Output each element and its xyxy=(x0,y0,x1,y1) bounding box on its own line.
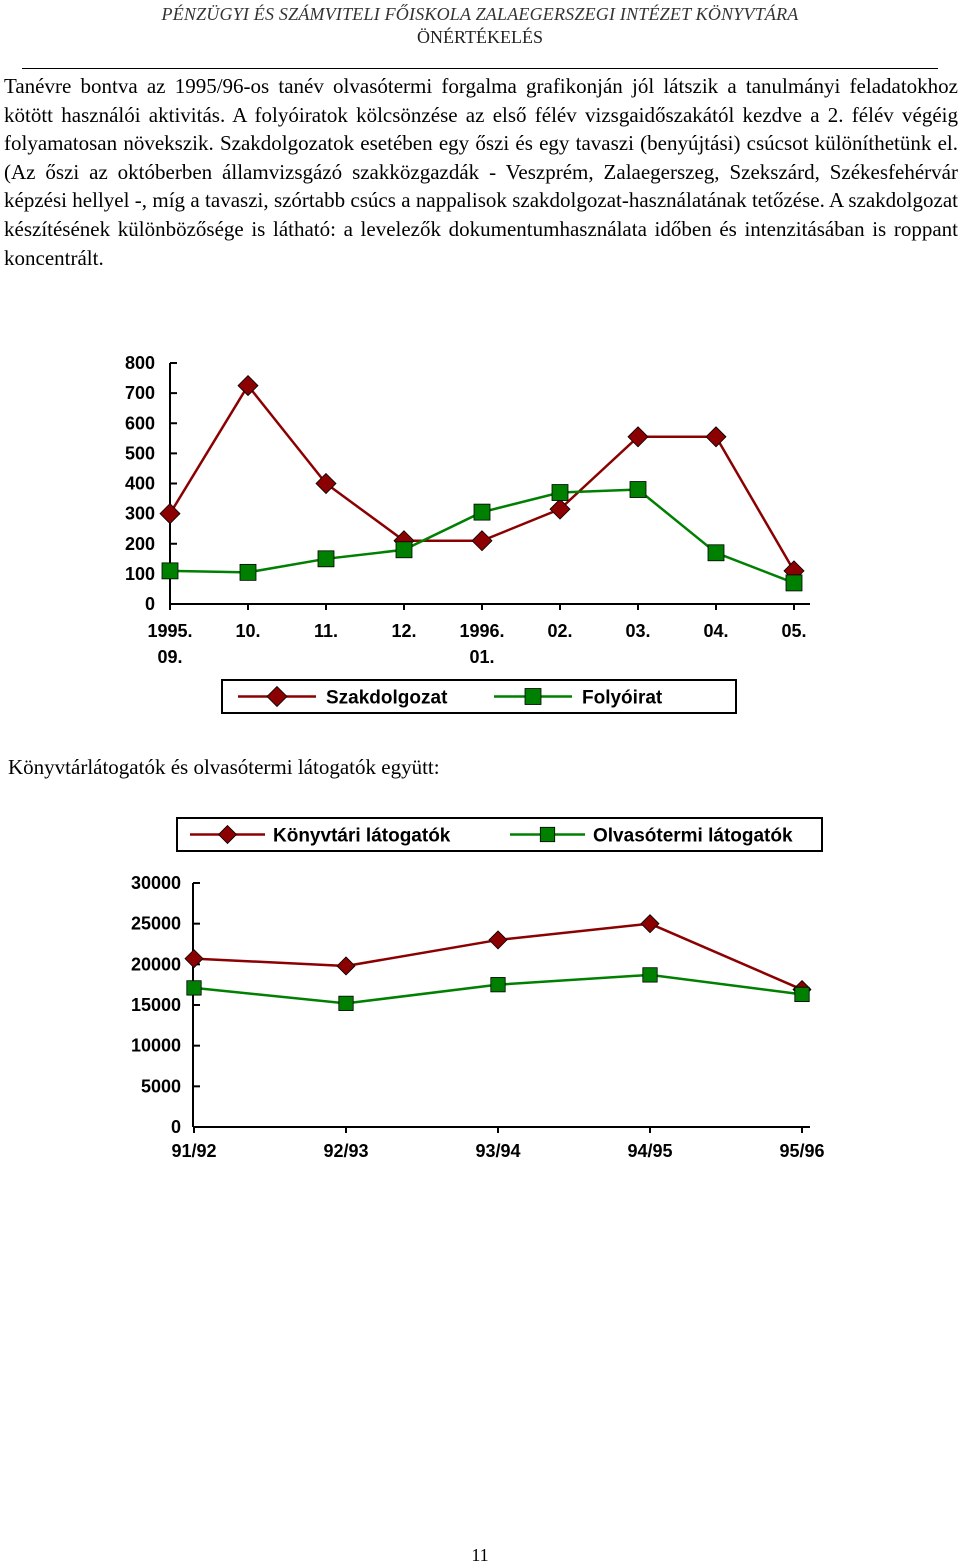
x-tick-label: 95/96 xyxy=(779,1141,825,1161)
x-tick-label: 91/92 xyxy=(171,1141,217,1161)
legend-label: Könyvtári látogatók xyxy=(273,825,451,847)
data-point-1-4 xyxy=(474,504,490,520)
y-tick-label: 700 xyxy=(124,383,155,404)
page-header xyxy=(0,4,960,48)
x-tick-label: 11. xyxy=(313,621,339,641)
y-tick-label: 100 xyxy=(124,563,155,584)
x-tick-label: 02. xyxy=(547,621,573,641)
section-heading: Könyvtárlátogatók és olvasótermi látogatók együtt: xyxy=(8,755,440,779)
data-point-0-0 xyxy=(160,504,180,524)
data-point-0-4 xyxy=(472,531,492,551)
legend-label: Folyóirat xyxy=(582,687,663,709)
data-point-1-8 xyxy=(786,575,802,591)
data-point-0-2 xyxy=(489,931,507,949)
reading-room-monthly-chart xyxy=(0,340,960,730)
x-tick-label: 1995. xyxy=(147,621,193,641)
data-point-1-1 xyxy=(240,564,256,580)
x-tick-label: 1996. xyxy=(459,621,505,641)
data-point-0-7 xyxy=(706,427,726,447)
x-tick-label: 94/95 xyxy=(627,1141,673,1161)
x-tick-label: 92/93 xyxy=(323,1141,369,1161)
y-tick-label: 20000 xyxy=(130,954,181,975)
document-title: ÖNÉRTÉKELÉS xyxy=(417,27,543,47)
legend-label: Szakdolgozat xyxy=(326,687,448,709)
x-tick-label: 04. xyxy=(703,621,729,641)
y-tick-label: 300 xyxy=(124,503,155,524)
y-tick-label: 25000 xyxy=(130,913,181,934)
data-point-1-3 xyxy=(643,968,657,982)
x-tick-label: 01. xyxy=(469,647,495,667)
y-tick-label: 500 xyxy=(124,443,155,464)
y-tick-label: 200 xyxy=(124,533,155,554)
body-paragraph: Tanévre bontva az 1995/96-os tanév olvasótermi forgalma grafikonján jól látszik a tanulmányi feladatokhoz kötött használói aktivitás. A folyóiratok kölcsönzése az első félév vizsgaidőszakától kezdve a 2. félév végéig folyamatosan növekszik. Szakdolgozatok esetében egy őszi és egy tavaszi (benyújtási) csúcsot különíthetünk el. (Az őszi az októberben államvizsgázó szakközgazdák - Veszprém, Zalaegerszeg, Szekszárd, Székesfehérvár képzési hellyel -, míg a tavaszi, szórtabb csúcs a nappalisok szakdolgozat-használatának tetőzése. A szakdolgozat készítésének különbözősége is látható: a levelezők dokumentumhasználata időben és intenzitásában is roppant koncentrált. xyxy=(4,74,958,270)
y-tick-label: 5000 xyxy=(140,1076,181,1097)
x-tick-label: 05. xyxy=(781,621,807,641)
y-tick-label: 15000 xyxy=(130,995,181,1015)
data-point-1-5 xyxy=(552,485,568,501)
y-tick-label: 400 xyxy=(124,473,155,494)
x-tick-label: 09. xyxy=(157,647,183,667)
data-point-1-6 xyxy=(630,482,646,498)
legend-label: Olvasótermi látogatók xyxy=(593,825,793,847)
visitors-yearly-chart xyxy=(0,810,960,1180)
institution-name: PÉNZÜGYI ÉS SZÁMVITELI FŐISKOLA ZALAEGERSZEGI INTÉZET KÖNYVTÁRA xyxy=(161,4,799,24)
legend-marker xyxy=(525,689,541,705)
data-point-0-3 xyxy=(641,915,659,933)
x-tick-label: 12. xyxy=(391,621,417,641)
y-tick-label: 800 xyxy=(124,353,155,373)
data-point-1-2 xyxy=(491,977,505,991)
y-tick-label: 30000 xyxy=(130,873,181,893)
data-point-1-1 xyxy=(339,996,353,1010)
page-number: 11 xyxy=(471,1545,489,1565)
x-tick-label: 93/94 xyxy=(475,1141,521,1161)
data-point-1-0 xyxy=(162,563,178,579)
data-point-0-1 xyxy=(337,957,355,975)
data-point-0-0 xyxy=(185,950,203,968)
legend-marker xyxy=(540,827,554,841)
data-point-1-0 xyxy=(187,981,201,995)
data-point-1-7 xyxy=(708,545,724,561)
y-tick-label: 0 xyxy=(144,594,155,614)
data-point-1-2 xyxy=(318,551,334,567)
y-tick-label: 600 xyxy=(124,413,155,434)
y-tick-label: 10000 xyxy=(130,1035,181,1056)
data-point-1-3 xyxy=(396,542,412,558)
data-point-1-4 xyxy=(795,987,809,1001)
y-tick-label: 0 xyxy=(170,1117,181,1137)
x-tick-label: 03. xyxy=(625,621,651,641)
x-tick-label: 10. xyxy=(235,621,261,641)
header-divider xyxy=(22,68,938,69)
